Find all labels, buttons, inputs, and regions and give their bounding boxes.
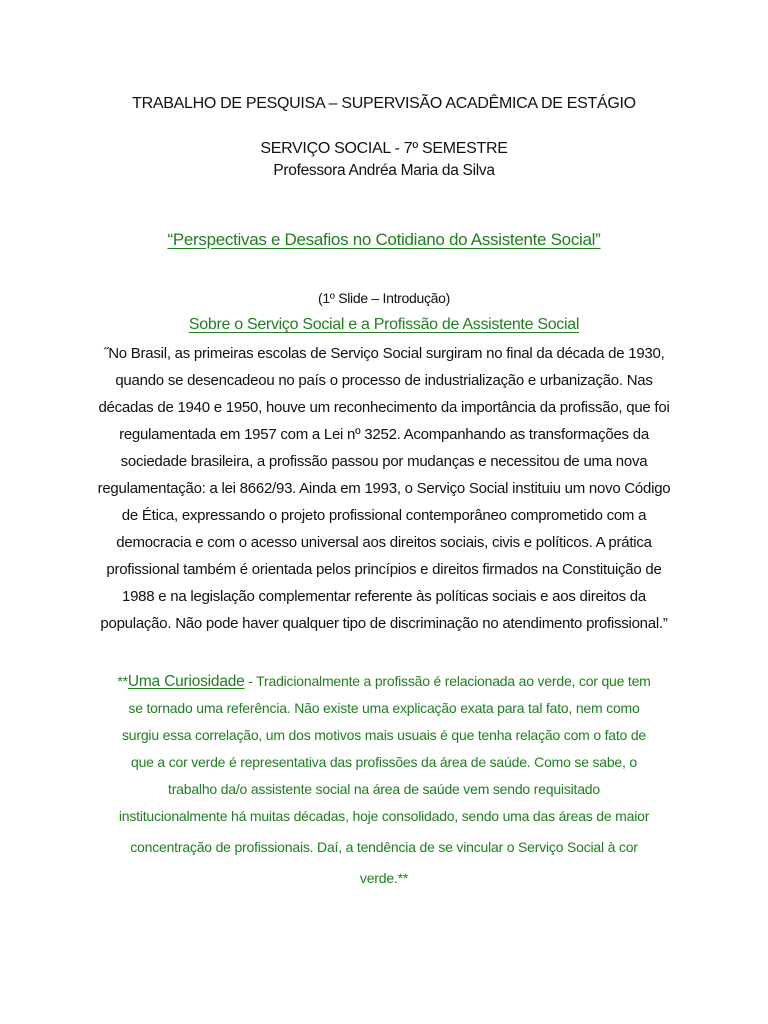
paragraph-line: população. Não pode haver qualquer tipo de discriminação no atendimento profissional.” [100, 615, 668, 632]
course-semester: SERVIÇO SOCIAL - 7º SEMESTRE [260, 140, 508, 157]
slide-label: (1º Slide – Introdução) [317, 290, 451, 306]
curiosity-line: institucionalmente há muitas décadas, hoje consolidado, sendo uma das áreas de maior [118, 808, 650, 824]
curiosity-last-line: verde.** [359, 870, 409, 886]
paragraph-line: sociedade brasileira, a profissão passou por mudanças e necessitou de uma nova [120, 453, 648, 470]
curiosity-line: que a cor verde é representativa das profissões da área de saúde. Como se sabe, o [130, 754, 637, 770]
paragraph-line: 1988 e na legislação complementar referente às políticas sociais e aos direitos da [122, 588, 646, 605]
curiosity-heading: Uma Curiosidade [127, 673, 245, 690]
curiosity-first-line [60, 668, 708, 695]
section-heading: Sobre o Serviço Social e a Profissão de Assistente Social [188, 316, 580, 333]
paragraph-line: décadas de 1940 e 1950, houve um reconhecimento da importância da profissão, que foi [98, 399, 670, 416]
paragraph-line: regulamentada em 1957 com a Lei nº 3252. Acompanhando as transformações da [119, 426, 649, 443]
curiosity-line: trabalho da/o assistente social na área de saúde vem sendo requisitado [168, 781, 600, 797]
paragraph-line: quando se desencadeou no país o processo de industrialização e urbanização. Nas [115, 372, 653, 389]
curiosity-lead-in: ** [117, 673, 128, 689]
curiosity-line: surgiu essa correlação, um dos motivos mais usuais é que tenha relação com o fato de [121, 727, 647, 743]
curiosity-first-line-rest: - Tradicionalmente a profissão é relacionada ao verde, cor que tem [244, 673, 651, 689]
research-theme: “Perspectivas e Desafios no Cotidiano do Assistente Social” [167, 230, 601, 249]
paragraph-line: democracia e com o acesso universal aos direitos sociais, civis e políticos. A prática [116, 534, 652, 551]
paragraph-line: ˝No Brasil, as primeiras escolas de Serviço Social surgiram no final da década de 1930, [103, 345, 665, 362]
curiosity-line: concentração de profissionais. Daí, a tendência de se vincular o Serviço Social à cor [130, 839, 638, 855]
curiosity-line: se tornado uma referência. Não existe uma explicação exata para tal fato, nem como [128, 700, 640, 716]
professor-name: Professora Andréa Maria da Silva [273, 162, 495, 179]
curiosity-paragraph [60, 668, 708, 892]
paragraph-line: regulamentação: a lei 8662/93. Ainda em 1993, o Serviço Social instituiu um novo Código [97, 480, 671, 497]
introduction-paragraph [60, 340, 708, 637]
document-title: TRABALHO DE PESQUISA – SUPERVISÃO ACADÊMICA DE ESTÁGIO [132, 95, 636, 112]
paragraph-line: profissional também é orientada pelos princípios e direitos firmados na Constituição de [106, 561, 662, 578]
paragraph-line: de Ética, expressando o projeto profissional contemporâneo comprometido com a [121, 507, 647, 524]
